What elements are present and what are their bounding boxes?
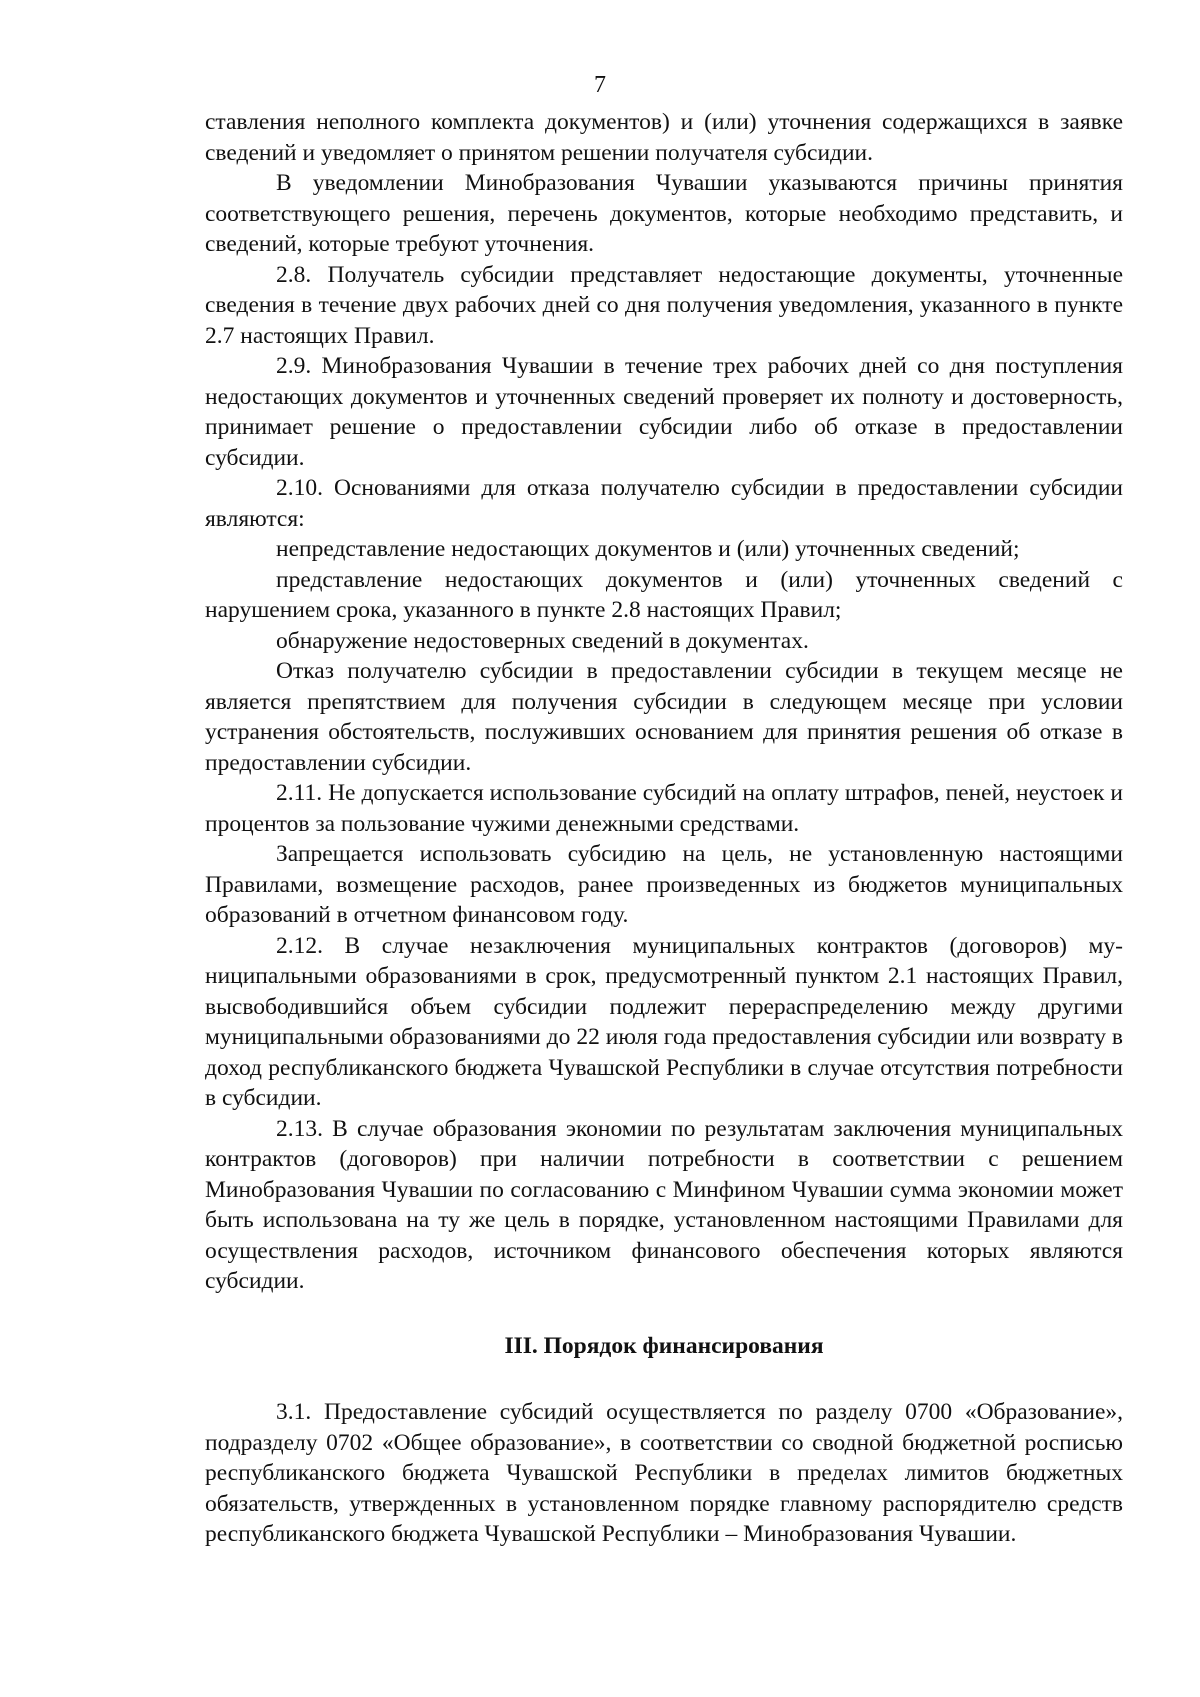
paragraph-continuation: ставления неполного комплекта документов) и (или) уточнения содержащихся в заявке сведений и уведомляет о принятом решении получателя субсидии. [205, 109, 1123, 166]
paragraph-clause-2-8: 2.8. Получатель субсидии представляет недостающие документы, уточненные сведения в течение двух рабочих дней со дня получения уведомления, указанного в пункте 2.7 настоящих Правил. [205, 261, 1123, 349]
paragraph-clause-3-1: 3.1. Предоставление субсидий осуществляется по разделу 0700 «Образование», подразделу 0702 «Общее образование», в соответствии со сводной бюджетной росписью республиканского бюджета Чувашской Республики в пределах лимитов бюджетных обязательств, утвержденных в установленном порядке главному распорядителю средств республиканского бюджета Чувашской Республики – Минобразования Чувашии. [205, 1399, 1123, 1547]
paragraph-clause-2-10: 2.10. Основаниями для отказа получателю субсидии в предоставлении субсидии являются: [205, 475, 1123, 532]
paragraph-refusal-not-obstacle: Отказ получателю субсидии в предоставлении субсидии в текущем месяце не является препятствием для получения субсидии в следующем месяце при условии устранения обстоятельств, послуживших основанием для принятия решения об отказе в предоставлении субсидии. [205, 658, 1123, 776]
paragraph-refusal-ground-3: обнаружение недостоверных сведений в документах. [276, 627, 809, 654]
paragraph-clause-2-12: 2.12. В случае незаключения муниципальных контрактов (договоров) муниципальными образованиями в срок, предусмотренный пунктом 2.1 настоящих Правил, высвободившийся объем субсидии подлежит перераспределению между другими муниципальными образованиями до 22 июля года предоставления субсидии или возврату в доход республиканского бюджета Чувашской Республики в случае отсутствия потребности в субсидии. [205, 932, 1123, 1111]
paragraph-clause-2-13: 2.13. В случае образования экономии по результатам заключения муниципальных контрактов (договоров) при наличии потребности в соответствии с решением Минобразования Чувашии по согласованию с Минфином Чувашии сумма экономии может быть использована на ту же цель в порядке, установленном настоящими Правилами для осуществления расходов, источником финансового обеспечения которых являются субсидии. [205, 1115, 1123, 1294]
section-heading: III. Порядок финансирования [504, 1332, 824, 1359]
document-body [205, 107, 1123, 1550]
paragraph-prohibited-use: Запрещается использовать субсидию на цель, не установленную настоящими Правилами, возмещение расходов, ранее произведенных из бюджетов муниципальных образований в отчетном финансовом году. [205, 841, 1123, 928]
page-number: 7 [594, 72, 606, 98]
paragraph-notification-reasons: В уведомлении Минобразования Чувашии указываются причины принятия соответствующего решения, перечень документов, которые необходимо представить, и сведений, которые требуют уточнения. [205, 170, 1123, 257]
paragraph-clause-2-11: 2.11. Не допускается использование субсидий на оплату штрафов, пеней, неустоек и процентов за пользование чужими денежными средствами. [205, 780, 1123, 837]
paragraph-refusal-ground-1: непредставление недостающих документов и (или) уточненных сведений; [276, 536, 1020, 562]
paragraph-refusal-ground-2: представление недостающих документов и (или) уточненных сведений с нарушением срока, указанного в пункте 2.8 настоящих Правил; [205, 566, 1123, 623]
paragraph-clause-2-9: 2.9. Минобразования Чувашии в течение трех рабочих дней со дня поступления недостающих документов и уточненных сведений проверяет их полноту и достоверность, принимает решение о предоставлении субсидии либо об отказе в предоставлении субсидии. [205, 353, 1123, 471]
